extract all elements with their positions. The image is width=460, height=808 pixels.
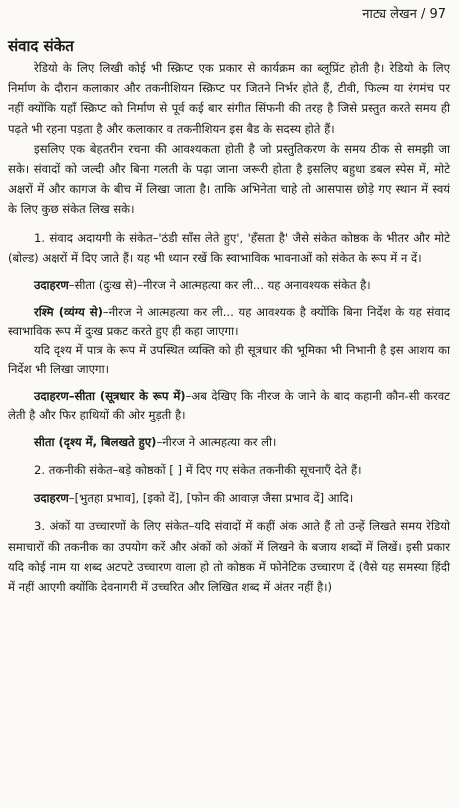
example-5 xyxy=(8,488,450,508)
example-1 xyxy=(8,276,450,295)
example-1-label: उदाहरण xyxy=(34,278,69,293)
example-2-text: –नीरज ने आत्महत्या कर ली... यह आवश्यक है क्योंकि बिना निर्देश के यह संवाद स्वाभाविक रूप में दुःख प्रकट करते हुए ही कहा जाएगा। xyxy=(8,305,450,339)
paragraph-second: इसलिए एक बेहतरीन रचना की आवश्यकता होती है जो प्रस्तुतिकरण के समय ठीक से समझी जा सके। संवादों को जल्दी और बिना गलती के पढ़ा जाना जरूरी होता है इसलिए बहुधा डबल स्पेस में, मोटे अक्षरों में और कागज के बीच में लिखा जाता है। ताकि अभिनेता चाहे तो आसपास छोड़े गए स्थान में स्वयं के लिए कुछ संकेत लिख सके। xyxy=(8,141,450,217)
example-4 xyxy=(8,433,450,452)
example-4-text: –नीरज ने आत्महत्या कर ली। xyxy=(156,435,277,450)
list-item-2: 2. तकनीकी संकेत–बड़े कोष्ठकों [ ] में दिए गए संकेत तकनीकी सूचनाएँ देते हैं। xyxy=(34,463,362,478)
list-item-3: 3. अंकों या उच्चारणों के लिए संकेत–यदि संवादों में कहीं अंक आते हैं तो उन्हें लिखते समय रेडियो समाचारों की तकनीक का उपयोग करें और अंकों को अंकों में लिखने के बजाय शब्दों में लिखें। इसी प्रकार यदि कोई नाम या शब्द अटपटे उच्चारण वाला हो तो कोष्ठक में फोनेटिक उच्चारण दें (वैसे यह समस्या हिंदी में नहीं आएगी क्योंकि देवनागरी में उच्चरित और लिखित शब्द में अंतर नहीं है।) xyxy=(8,519,450,595)
example-1-text: –सीता (दुःख से)–नीरज ने आत्महत्या कर ली... यह अनावश्यक संकेत है। xyxy=(68,278,371,293)
example-4-label: सीता (दृश्य में, बिलखते हुए) xyxy=(34,435,157,450)
example-5-label: उदाहरण xyxy=(34,491,69,506)
example-3-text: –अब देखिए कि नीरज के जाने के बाद कहानी कौन-सी करवट लेती है और फिर हाथियों की ओर मुड़ती है। xyxy=(8,389,450,423)
paragraph-narrator: यदि दृश्य में पात्र के रूप में उपस्थित व्यक्ति को ही सूत्रधार की भूमिका भी निभानी है इस आशय का निर्देश भी लिखा जाएगा। xyxy=(8,343,450,377)
example-5-text: –[भुतहा प्रभाव], [इको दें], [फोन की आवाज़ जैसा प्रभाव दें] आदि। xyxy=(68,491,354,506)
example-3-label: उदाहरण–सीता (सूत्रधार के रूप में) xyxy=(34,389,186,404)
example-2-label: रश्मि (व्यंग्य से) xyxy=(34,305,103,320)
section-title: संवाद संकेत xyxy=(8,37,74,55)
example-2 xyxy=(8,303,450,341)
running-head: नाट्य लेखन / 97 xyxy=(362,7,446,22)
list-item-1: 1. संवाद अदायगी के संकेत–'ठंडी साँस लेते हुए', 'हँसता है' जैसे संकेत कोष्ठक के भीतर और मोटे (बोल्ड) अक्षरों में दिए जाते हैं। यह भी ध्यान रखें कि स्वाभाविक भावनाओं को संकेत के रूप में न दें। xyxy=(8,230,450,265)
example-3 xyxy=(8,387,450,425)
paragraph-intro: रेडियो के लिए लिखी कोई भी स्क्रिप्ट एक प्रकार से कार्यक्रम का ब्लूप्रिंट होती है। रेडियो के लिए निर्माण के दौरान कलाकार और तकनीशियन स्क्रिप्ट पर जितने निर्भर होते हैं, टीवी, फिल्म या रंगमंच पर नहीं क्योंकि यहाँ स्क्रिप्ट को निर्माण से पूर्व कई बार संगीत सिंफनी की तरह है जिसे प्रस्तुत करते समय ही पढ़ते भी रहना पड़ता है और कलाकार व तकनीशियन इस बैड के सदस्य होते हैं। xyxy=(8,61,450,136)
